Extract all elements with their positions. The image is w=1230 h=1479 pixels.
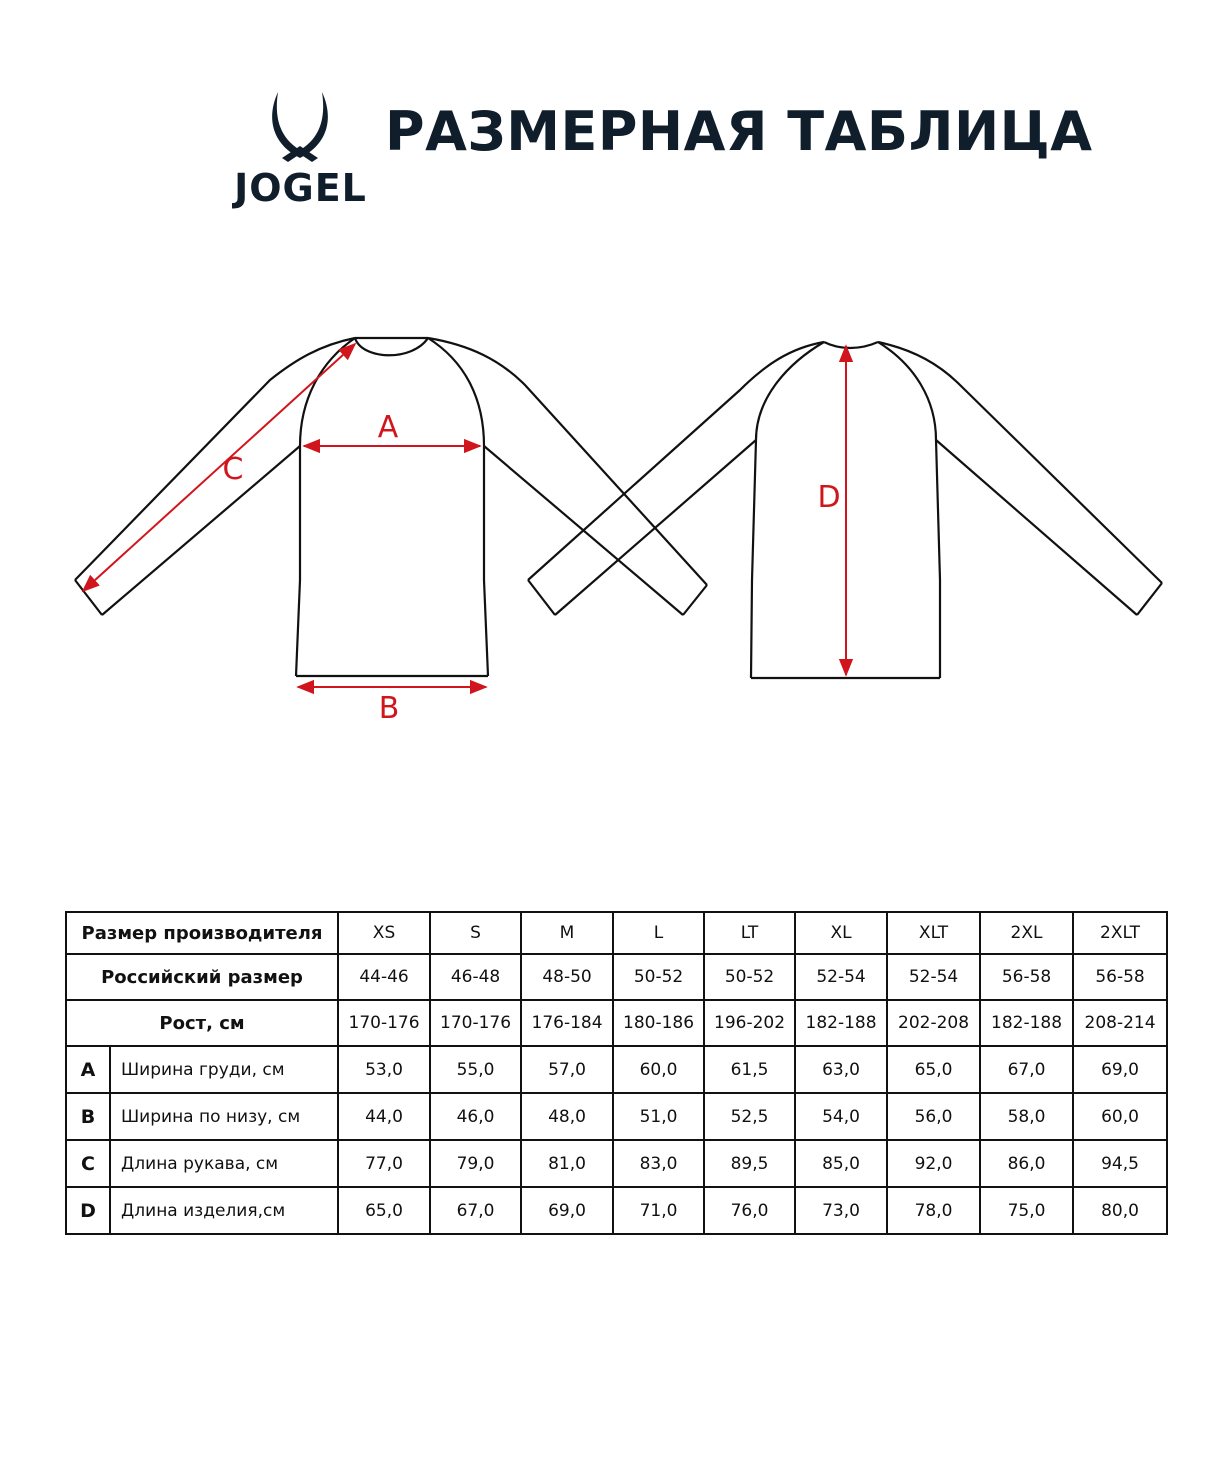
table-cell: 65,0 <box>338 1187 430 1234</box>
table-cell: 56-58 <box>980 954 1073 1000</box>
table-cell: 71,0 <box>613 1187 704 1234</box>
table-cell: 80,0 <box>1073 1187 1167 1234</box>
table-cell: 202-208 <box>887 1000 980 1046</box>
measure-d-label: D <box>817 480 841 515</box>
measure-c-label: C <box>222 452 244 487</box>
measure-key: B <box>66 1093 110 1140</box>
size-cell: XL <box>795 912 887 954</box>
size-cell: M <box>521 912 613 954</box>
height-label: Рост, см <box>66 1000 338 1046</box>
table-cell: 78,0 <box>887 1187 980 1234</box>
table-cell: 53,0 <box>338 1046 430 1093</box>
table-cell: 75,0 <box>980 1187 1073 1234</box>
table-cell: 86,0 <box>980 1140 1073 1187</box>
table-cell: 182-188 <box>795 1000 887 1046</box>
table-cell: 67,0 <box>430 1187 521 1234</box>
table-cell: 85,0 <box>795 1140 887 1187</box>
size-table <box>65 911 1168 1235</box>
table-cell: 50-52 <box>613 954 704 1000</box>
table-row-manufacturer-size <box>66 912 1167 954</box>
front-shirt-outline <box>75 338 707 676</box>
table-cell: 54,0 <box>795 1093 887 1140</box>
brand-wordmark: JOGEL <box>234 166 367 210</box>
size-cell: 2XL <box>980 912 1073 954</box>
table-cell: 81,0 <box>521 1140 613 1187</box>
measure-name: Длина рукава, см <box>110 1140 338 1187</box>
size-cell: XS <box>338 912 430 954</box>
table-cell: 176-184 <box>521 1000 613 1046</box>
russian-size-label: Российский размер <box>66 954 338 1000</box>
table-cell: 44,0 <box>338 1093 430 1140</box>
table-cell: 51,0 <box>613 1093 704 1140</box>
table-cell: 182-188 <box>980 1000 1073 1046</box>
table-cell: 52-54 <box>795 954 887 1000</box>
table-cell: 77,0 <box>338 1140 430 1187</box>
table-cell: 63,0 <box>795 1046 887 1093</box>
table-cell: 52-54 <box>887 954 980 1000</box>
measure-c-line <box>83 344 355 591</box>
table-cell: 56,0 <box>887 1093 980 1140</box>
table-cell: 92,0 <box>887 1140 980 1187</box>
table-cell: 65,0 <box>887 1046 980 1093</box>
table-cell: 57,0 <box>521 1046 613 1093</box>
table-cell: 60,0 <box>1073 1093 1167 1140</box>
table-row-measure-b <box>66 1093 1167 1140</box>
table-cell: 46-48 <box>430 954 521 1000</box>
table-cell: 56-58 <box>1073 954 1167 1000</box>
table-row-russian-size <box>66 954 1167 1000</box>
table-cell: 180-186 <box>613 1000 704 1046</box>
table-cell: 76,0 <box>704 1187 795 1234</box>
table-cell: 44-46 <box>338 954 430 1000</box>
table-cell: 58,0 <box>980 1093 1073 1140</box>
size-cell: XLT <box>887 912 980 954</box>
table-cell: 79,0 <box>430 1140 521 1187</box>
size-cell: L <box>613 912 704 954</box>
measure-key: C <box>66 1140 110 1187</box>
table-cell: 67,0 <box>980 1046 1073 1093</box>
table-cell: 69,0 <box>1073 1046 1167 1093</box>
table-cell: 94,5 <box>1073 1140 1167 1187</box>
size-cell: LT <box>704 912 795 954</box>
size-cell: 2XLT <box>1073 912 1167 954</box>
page-title: РАЗМЕРНАЯ ТАБЛИЦА <box>385 100 1093 163</box>
measure-name: Ширина груди, см <box>110 1046 338 1093</box>
table-cell: 48-50 <box>521 954 613 1000</box>
measure-name: Длина изделия,см <box>110 1187 338 1234</box>
table-row-height <box>66 1000 1167 1046</box>
table-cell: 52,5 <box>704 1093 795 1140</box>
table-cell: 69,0 <box>521 1187 613 1234</box>
table-cell: 196-202 <box>704 1000 795 1046</box>
table-cell: 46,0 <box>430 1093 521 1140</box>
measure-key: D <box>66 1187 110 1234</box>
measure-a-label: A <box>377 410 399 445</box>
measure-name: Ширина по низу, см <box>110 1093 338 1140</box>
size-cell: S <box>430 912 521 954</box>
table-cell: 48,0 <box>521 1093 613 1140</box>
table-row-measure-a <box>66 1046 1167 1093</box>
manufacturer-size-label: Размер производителя <box>66 912 338 954</box>
table-cell: 50-52 <box>704 954 795 1000</box>
table-cell: 208-214 <box>1073 1000 1167 1046</box>
table-cell: 170-176 <box>338 1000 430 1046</box>
table-cell: 60,0 <box>613 1046 704 1093</box>
table-cell: 73,0 <box>795 1187 887 1234</box>
measure-b-label: B <box>378 691 400 726</box>
table-cell: 170-176 <box>430 1000 521 1046</box>
table-row-measure-d <box>66 1187 1167 1234</box>
table-cell: 89,5 <box>704 1140 795 1187</box>
table-cell: 83,0 <box>613 1140 704 1187</box>
table-row-measure-c <box>66 1140 1167 1187</box>
table-cell: 61,5 <box>704 1046 795 1093</box>
measure-key: A <box>66 1046 110 1093</box>
table-cell: 55,0 <box>430 1046 521 1093</box>
